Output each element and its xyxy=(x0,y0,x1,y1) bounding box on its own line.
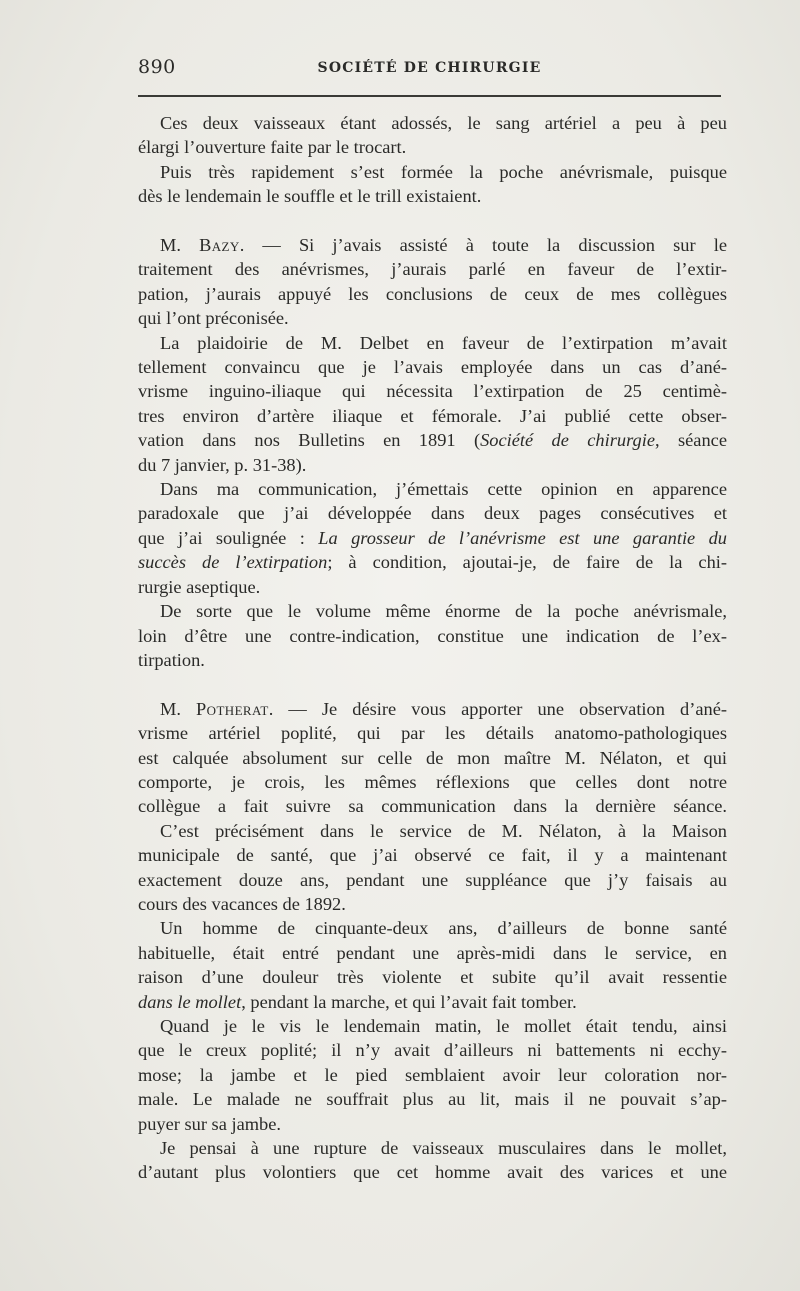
text-segment: que le creux poplité; il n’y avait d’ailleurs ni battements ni ecchy- xyxy=(138,1040,727,1061)
text-segment: male. Le malade ne souffrait plus au lit, mais il ne pouvait s’ap- xyxy=(138,1089,727,1110)
text-segment: tres environ d’artère iliaque et fémorale. J’ai publié cette obser- xyxy=(138,405,727,426)
text-segment: est calquée absolument sur celle de mon maître M. Nélaton, et qui xyxy=(138,747,727,768)
text-line xyxy=(138,1063,727,1087)
text-segment: , pendant la marche, et qui l’avait fait tomber. xyxy=(241,991,577,1012)
text-line xyxy=(138,160,727,184)
text-segment: d’autant plus volontiers que cet homme avait des varices et une xyxy=(138,1162,727,1183)
text-line xyxy=(138,624,727,648)
text-segment: comporte, je crois, les mêmes réflexions que celles dont notre xyxy=(138,771,727,792)
text-line xyxy=(138,843,727,867)
paragraph-gap xyxy=(138,672,727,696)
text-segment: élargi l’ouverture faite par le trocart. xyxy=(138,137,407,158)
text-segment: traitement des anévrismes, j’aurais parlé en faveur de l’extir- xyxy=(138,259,727,280)
text-line xyxy=(138,477,727,501)
text-line xyxy=(138,282,727,306)
text-segment: qui l’ont préconisée. xyxy=(138,308,289,329)
text-line xyxy=(138,819,727,843)
text-segment: vation dans nos Bulletins en 1891 ( xyxy=(138,430,481,451)
text-segment: . — Si j’avais assisté à toute la discussion sur le xyxy=(239,235,727,256)
text-line xyxy=(138,892,727,916)
text-segment: Ces deux vaisseaux étant adossés, le sang artériel a peu à peu xyxy=(160,113,727,133)
text-segment: vrisme artériel poplité, qui par les détails anatomo-pathologiques xyxy=(138,723,727,744)
text-line xyxy=(138,1160,727,1184)
text-line xyxy=(138,746,727,770)
page-header xyxy=(138,56,721,86)
header-rule xyxy=(138,95,721,97)
text-line xyxy=(138,257,727,281)
text-line xyxy=(138,111,727,135)
text-line xyxy=(138,453,727,477)
text-segment: cours des vacances de 1892. xyxy=(138,893,346,914)
text-line xyxy=(138,868,727,892)
text-line xyxy=(138,1087,727,1111)
text-segment: Quand je le vis le lendemain matin, le mollet était tendu, ainsi xyxy=(160,1016,727,1036)
italic-phrase: succès de l’extirpation xyxy=(138,552,328,573)
text-line xyxy=(138,526,727,550)
text-segment: du 7 janvier, p. 31-38). xyxy=(138,454,307,475)
text-line xyxy=(138,770,727,794)
text-line xyxy=(138,1014,727,1038)
text-segment: Dans ma communication, j’émettais cette opinion en apparence xyxy=(160,479,727,500)
text-line xyxy=(138,355,727,379)
text-segment: C’est précisément dans le service de M. Nélaton, à la Maison xyxy=(160,820,727,841)
text-line xyxy=(138,331,727,355)
text-line xyxy=(138,428,727,452)
text-segment: ; à condition, ajoutai-je, de faire de la chi- xyxy=(327,552,727,573)
text-segment: puyer sur sa jambe. xyxy=(138,1113,281,1134)
text-segment: paradoxale que j’ai développée dans deux pages consécutives et xyxy=(138,503,727,524)
text-segment: mose; la jambe et le pied semblaient avoir leur coloration nor- xyxy=(138,1064,727,1085)
text-line xyxy=(138,1038,727,1062)
text-segment: rurgie aseptique. xyxy=(138,576,261,597)
text-segment: municipale de santé, que j’ai observé ce fait, il y a maintenant xyxy=(138,845,727,866)
italic-phrase: Société de chirurgie xyxy=(480,430,656,451)
text-segment: Je pensai à une rupture de vaisseaux musculaires dans le mollet, xyxy=(160,1138,727,1159)
text-segment: dès le lendemain le souffle et le trill existaient. xyxy=(138,186,482,207)
body-text xyxy=(138,111,727,1185)
text-segment: M. xyxy=(160,235,200,256)
italic-phrase: dans le mollet xyxy=(138,991,242,1012)
text-segment: , séance xyxy=(655,430,727,451)
text-line xyxy=(138,501,727,525)
text-line xyxy=(138,404,727,428)
text-segment: . — Je désire vous apporter une observation d’ané- xyxy=(268,698,727,719)
text-segment: tirpation. xyxy=(138,649,205,670)
text-segment: Puis très rapidement s’est formée la poche anévrismale, puisque xyxy=(160,161,727,182)
text-segment: exactement douze ans, pendant une suppléance que j’y faisais au xyxy=(138,869,727,890)
text-segment: M. xyxy=(160,698,197,719)
text-line xyxy=(138,990,727,1014)
text-segment: Un homme de cinquante-deux ans, d’ailleurs de bonne santé xyxy=(160,918,727,939)
text-line xyxy=(138,941,727,965)
text-line xyxy=(138,184,727,208)
text-segment: De sorte que le volume même énorme de la poche anévrismale, xyxy=(160,601,727,622)
text-line xyxy=(138,550,727,574)
text-line xyxy=(138,648,727,672)
text-line xyxy=(138,306,727,330)
text-segment: loin d’être une contre-indication, constitue une indication de l’ex- xyxy=(138,625,727,646)
text-segment: collègue a fait suivre sa communication dans la dernière séance. xyxy=(138,796,727,817)
text-segment: La plaidoirie de M. Delbet en faveur de l’extirpation m’avait xyxy=(160,332,727,353)
text-segment: pation, j’aurais appuyé les conclusions de ceux de mes collègues xyxy=(138,283,727,304)
text-segment: habituelle, était entré pendant une après-midi dans le service, en xyxy=(138,942,727,963)
running-title: SOCIÉTÉ DE CHIRURGIE xyxy=(317,60,542,76)
text-line xyxy=(138,233,727,257)
text-line xyxy=(138,965,727,989)
text-line xyxy=(138,721,727,745)
text-line xyxy=(138,1112,727,1136)
text-line xyxy=(138,697,727,721)
text-line xyxy=(138,135,727,159)
page-number: 890 xyxy=(138,56,176,78)
text-line xyxy=(138,1136,727,1160)
text-line xyxy=(138,794,727,818)
paragraph-gap xyxy=(138,209,727,233)
text-line xyxy=(138,599,727,623)
text-segment: raison d’une douleur très violente et subite qu’il avait ressentie xyxy=(138,967,727,988)
text-line xyxy=(138,379,727,403)
text-line xyxy=(138,575,727,599)
text-segment: tellement convaincu que je l’avais employée dans un cas d’ané- xyxy=(138,357,727,378)
text-segment: que j’ai soulignée : xyxy=(138,527,319,548)
text-segment: vrisme inguino-iliaque qui nécessita l’extirpation de 25 centimè- xyxy=(138,381,727,402)
italic-phrase: La grosseur de l’anévrisme est une garantie du xyxy=(318,527,728,548)
text-line xyxy=(138,916,727,940)
speaker-name: Potherat xyxy=(196,698,269,719)
speaker-name: Bazy xyxy=(199,235,240,256)
